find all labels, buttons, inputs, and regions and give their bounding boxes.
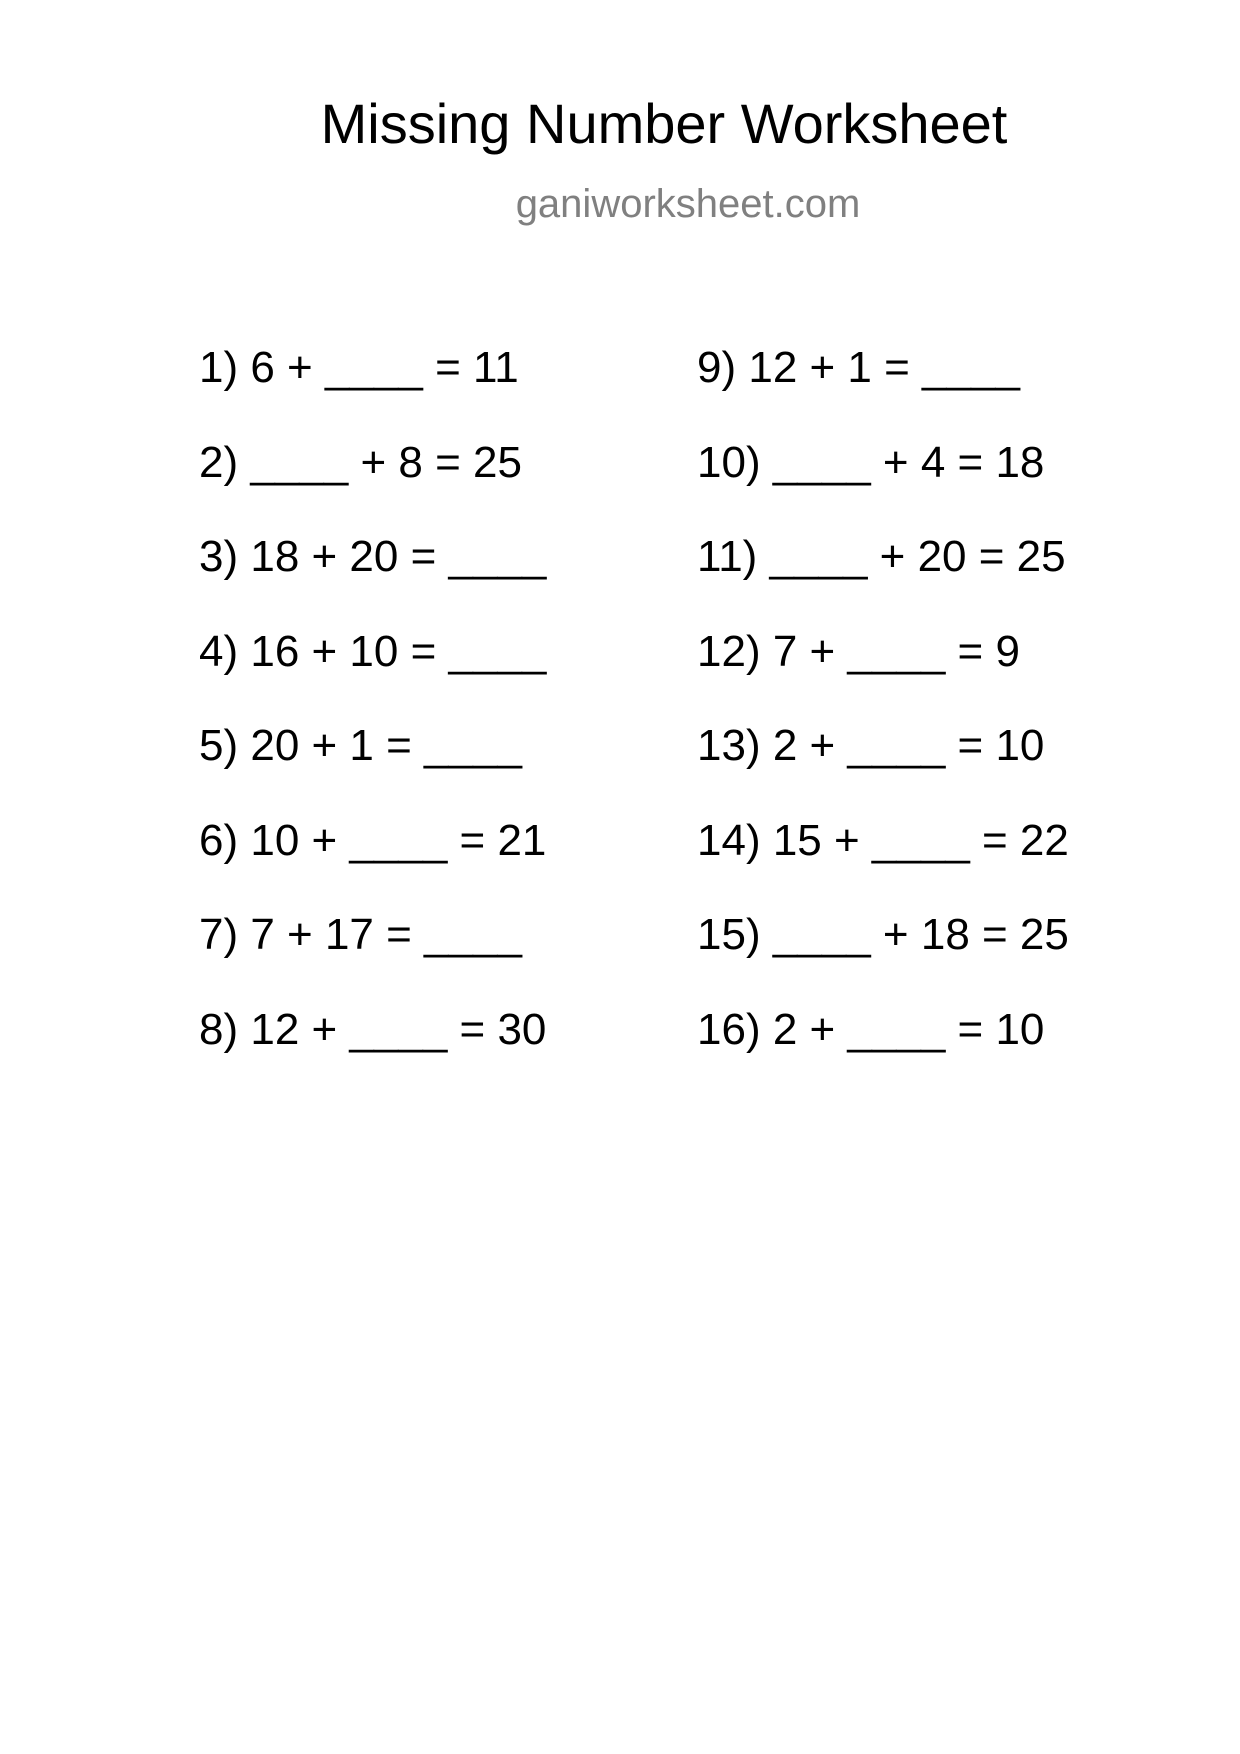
problem-14: 14) 15 + ____ = 22: [697, 815, 1069, 865]
problems-column-left: [199, 343, 547, 1102]
problems-column-right: [697, 343, 1069, 1102]
problem-12: 12) 7 + ____ = 9: [697, 626, 1020, 676]
source-website: ganiworksheet.com: [515, 182, 861, 226]
problem-7: 7) 7 + 17 = ____: [199, 910, 522, 959]
problem-9: 9) 12 + 1 = ____: [697, 343, 1020, 392]
problem-1: 1) 6 + ____ = 11: [199, 343, 519, 392]
problem-3: 3) 18 + 20 = ____: [199, 532, 547, 581]
problem-2: 2) ____ + 8 = 25: [199, 437, 522, 487]
problem-6: 6) 10 + ____ = 21: [199, 815, 547, 865]
problem-8: 8) 12 + ____ = 30: [199, 1004, 547, 1054]
problem-11: 11) ____ + 20 = 25: [697, 532, 1066, 581]
problem-16: 16) 2 + ____ = 10: [697, 1004, 1045, 1054]
problem-13: 13) 2 + ____ = 10: [697, 721, 1045, 770]
page-title: Missing Number Worksheet: [320, 92, 1008, 155]
problem-5: 5) 20 + 1 = ____: [199, 721, 522, 770]
problem-15: 15) ____ + 18 = 25: [697, 910, 1069, 959]
problem-10: 10) ____ + 4 = 18: [697, 437, 1045, 487]
problem-4: 4) 16 + 10 = ____: [199, 626, 547, 676]
